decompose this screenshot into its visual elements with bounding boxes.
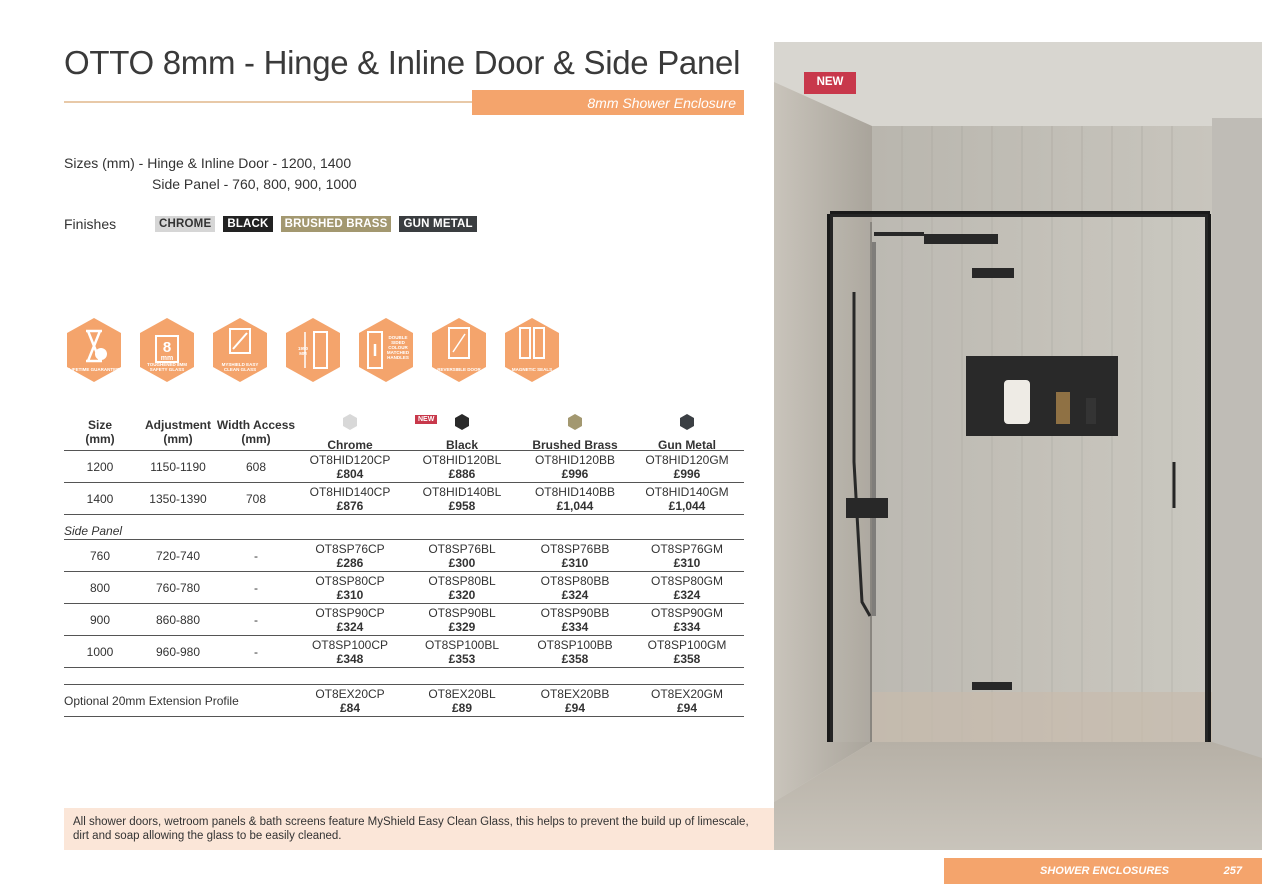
cell-code-gun-metal: OT8SP80GM (650, 574, 724, 588)
price-table (64, 410, 744, 717)
sizes-line-doors: Sizes (mm) - Hinge & Inline Door - 1200, 1400 (64, 155, 352, 171)
cell-code-chrome: OT8SP80CP (315, 574, 385, 588)
page-title: OTTO 8mm - Hinge & Inline Door & Side Panel (64, 44, 741, 81)
cell-code-chrome: OT8SP100CP (311, 638, 389, 652)
cell-adjustment: 1150-1190 (150, 460, 206, 474)
feature-caption: DOUBLE SIDED COLOUR MATCHED HANDLES (386, 335, 410, 360)
cell-size: 900 (89, 613, 111, 627)
cell-price-black: £329 (448, 620, 476, 634)
new-tag: NEW (415, 415, 437, 424)
title-underline (64, 101, 474, 103)
magnetic-icon (502, 316, 562, 384)
cell-price-gun-metal: £94 (676, 701, 698, 715)
cell-width: - (254, 645, 258, 659)
page-number: 257 (1223, 865, 1242, 877)
cell-price-gun-metal: £996 (673, 467, 701, 481)
cell-price-chrome: £310 (336, 588, 364, 602)
cell-price-black: £300 (448, 556, 476, 570)
page-footer (944, 858, 1262, 884)
table-row (64, 483, 744, 515)
finish-chip-chrome: CHROME (155, 216, 215, 232)
cell-price-gun-metal: £310 (673, 556, 701, 570)
cell-code-chrome: OT8HID120CP (309, 453, 391, 467)
header-size: Size (mm) (85, 418, 115, 446)
cell-size: 1000 (86, 645, 114, 659)
cell-code-brass: OT8SP80BB (540, 574, 610, 588)
table-row (64, 604, 744, 636)
cell-code-gun-metal: OT8SP90GM (650, 606, 724, 620)
reversible-icon (429, 316, 489, 384)
cell-code-brass: OT8HID120BB (534, 453, 616, 467)
sizes-line-panels: Side Panel - 760, 800, 900, 1000 (152, 176, 357, 192)
header-chrome: Chrome (327, 438, 373, 452)
finish-chip-black: BLACK (223, 216, 272, 232)
table-row (64, 636, 744, 668)
cell-code-black: OT8SP80BL (428, 574, 496, 588)
finishes-row (64, 216, 485, 232)
cell-price-gun-metal: £334 (673, 620, 701, 634)
cell-price-chrome: £804 (336, 467, 364, 481)
cell-width: 708 (245, 492, 267, 506)
cell-code-brass: OT8SP90BB (540, 606, 610, 620)
feature-caption: REVERSIBLE DOOR (437, 367, 481, 372)
cell-price-black: £958 (448, 499, 476, 513)
hourglass-icon (64, 316, 124, 384)
cell-price-brass: £996 (561, 467, 589, 481)
cell-adjustment: 720-740 (155, 549, 201, 563)
table-header (64, 410, 744, 450)
cell-code-gun-metal: OT8EX20GM (650, 687, 724, 701)
cell-width: - (254, 549, 258, 563)
feature-caption: LIFETIME GUARANTEE (68, 367, 120, 372)
cell-code-black: OT8SP90BL (428, 606, 496, 620)
feature-caption: MYSHIELD EASY CLEAN GLASS (221, 362, 259, 372)
cell-code-gun-metal: OT8HID120GM (645, 453, 729, 467)
cell-price-chrome: £84 (339, 701, 361, 715)
cell-price-gun-metal: £1,044 (668, 499, 706, 513)
header-black: Black (445, 438, 479, 452)
footer-section-label: SHOWER ENCLOSURES (1040, 865, 1169, 877)
cell-price-gun-metal: £324 (673, 588, 701, 602)
cell-code-black: OT8EX20BL (428, 687, 496, 701)
cell-adjustment: 1350-1390 (149, 492, 207, 506)
cell-price-black: £353 (448, 652, 476, 666)
new-badge: NEW (804, 72, 856, 94)
table-row (64, 540, 744, 572)
cell-price-gun-metal: £358 (673, 652, 701, 666)
cell-code-gun-metal: OT8SP76GM (650, 542, 724, 556)
cell-code-brass: OT8SP76BB (540, 542, 610, 556)
black-swatch-icon (455, 414, 469, 430)
cell-code-black: OT8HID140BL (422, 485, 502, 499)
header-gun-metal: Gun Metal (657, 438, 716, 452)
double-sided-icon (356, 316, 416, 384)
cell-adjustment: 760-780 (155, 581, 201, 595)
table-gap (64, 668, 744, 684)
finish-chip-brushed-brass: BRUSHED BRASS (281, 216, 392, 232)
cell-width: - (254, 613, 258, 627)
height-icon (283, 316, 343, 384)
extension-row (64, 685, 744, 717)
cell-code-brass: OT8SP100BB (537, 638, 613, 652)
myshield-icon (210, 316, 270, 384)
cell-code-black: OT8SP100BL (424, 638, 500, 652)
header-brass: Brushed Brass (532, 438, 618, 452)
glass-thickness-value: 8 (162, 339, 172, 356)
cell-code-chrome: OT8HID140CP (309, 485, 391, 499)
cell-price-black: £320 (448, 588, 476, 602)
cell-price-black: £886 (448, 467, 476, 481)
glass-thickness-unit: mm (160, 355, 174, 362)
cell-price-brass: £94 (564, 701, 586, 715)
side-panel-section-label: Side Panel (64, 524, 123, 538)
cell-size: 760 (89, 549, 111, 563)
cell-price-brass: £358 (561, 652, 589, 666)
extension-label: Optional 20mm Extension Profile (64, 694, 239, 708)
8mm-glass-icon (137, 316, 197, 384)
cell-width: - (254, 581, 258, 595)
cell-size: 1200 (86, 460, 114, 474)
cell-code-brass: OT8EX20BB (540, 687, 610, 701)
cell-price-brass: £334 (561, 620, 589, 634)
cell-price-chrome: £348 (336, 652, 364, 666)
cell-code-gun-metal: OT8HID140GM (645, 485, 729, 499)
feature-icons (64, 316, 575, 384)
cell-code-gun-metal: OT8SP100GM (647, 638, 727, 652)
finish-chip-gun-metal: GUN METAL (399, 216, 476, 232)
cell-price-brass: £324 (561, 588, 589, 602)
cell-price-chrome: £876 (336, 499, 364, 513)
cell-price-chrome: £324 (336, 620, 364, 634)
cell-code-chrome: OT8SP76CP (315, 542, 385, 556)
cell-code-black: OT8SP76BL (428, 542, 496, 556)
header-width: Width Access (mm) (216, 418, 296, 446)
table-row (64, 572, 744, 604)
cell-size: 1400 (86, 492, 114, 506)
gun-metal-swatch-icon (680, 414, 694, 430)
cell-adjustment: 960-980 (155, 645, 201, 659)
cell-width: 608 (245, 460, 267, 474)
cell-price-brass: £310 (561, 556, 589, 570)
cell-price-black: £89 (451, 701, 473, 715)
table-row (64, 451, 744, 483)
cell-code-chrome: OT8EX20CP (315, 687, 385, 701)
feature-caption: TOUGHENED 8MM SAFETY GLASS (147, 362, 187, 372)
finishes-label: Finishes (64, 216, 117, 232)
chrome-swatch-icon (343, 414, 357, 430)
cell-price-brass: £1,044 (556, 499, 594, 513)
cell-code-chrome: OT8SP90CP (315, 606, 385, 620)
subtitle-banner: 8mm Shower Enclosure (472, 90, 744, 115)
cell-size: 800 (89, 581, 111, 595)
brass-swatch-icon (568, 414, 582, 430)
shower-enclosure-image (774, 42, 1262, 850)
cell-price-chrome: £286 (336, 556, 364, 570)
cell-code-brass: OT8HID140BB (534, 485, 616, 499)
cell-code-black: OT8HID120BL (422, 453, 502, 467)
feature-caption: 1950 MM (297, 346, 308, 356)
sizes-block (64, 153, 357, 195)
product-photo (774, 42, 1262, 850)
glass-info-note: All shower doors, wetroom panels & bath screens feature MyShield Easy Clean Glass, this helps to prevent the build up of limescale, dirt and soap allowing the glass to be easily cleaned. (64, 808, 774, 850)
feature-caption: MAGNETIC SEALS (511, 367, 553, 372)
cell-adjustment: 860-880 (155, 613, 201, 627)
header-adjustment: Adjustment (mm) (145, 418, 211, 446)
